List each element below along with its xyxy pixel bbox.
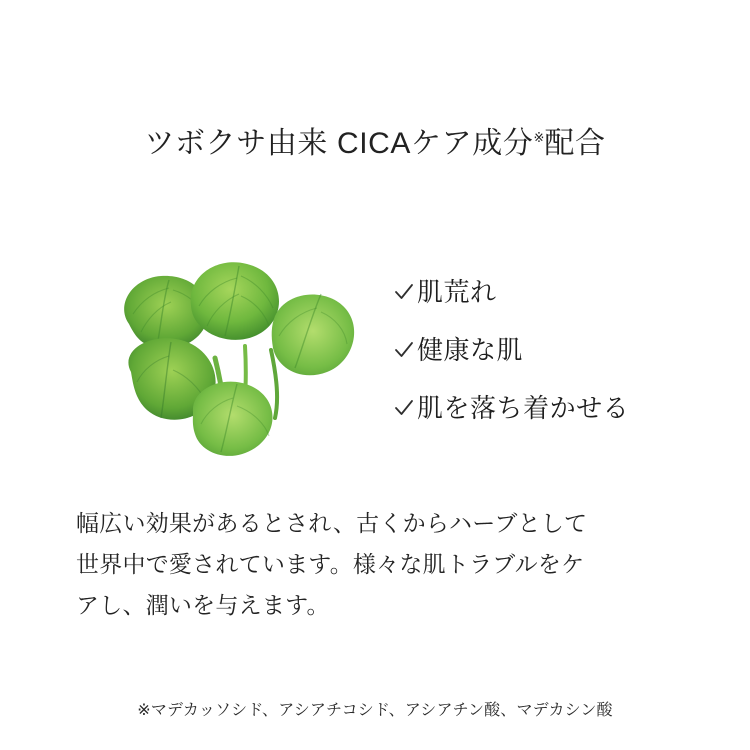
description-line: アし、潤いを与えます。 bbox=[76, 591, 330, 618]
page-title-main: ツボクサ由来 CICAケア成分 bbox=[144, 127, 534, 160]
page-title-superscript: ※ bbox=[533, 130, 545, 145]
page-title bbox=[0, 118, 750, 162]
benefit-label: 健康な肌 bbox=[417, 335, 524, 365]
check-icon bbox=[393, 397, 417, 419]
list-item bbox=[393, 388, 713, 425]
benefit-label: 肌荒れ bbox=[417, 277, 497, 307]
list-item bbox=[393, 272, 713, 309]
footnote-text: ※マデカッソシド、アシアチコシド、アシアチン酸、マデカシン酸 bbox=[137, 702, 613, 719]
description-line: 幅広い効果があるとされ、古くからハーブとして bbox=[76, 510, 588, 536]
feature-section bbox=[0, 250, 750, 480]
description-text bbox=[76, 503, 680, 626]
benefit-list bbox=[393, 272, 713, 425]
list-item bbox=[393, 330, 713, 367]
benefit-label: 肌を落ち着かせる bbox=[417, 393, 630, 423]
page-title-tail: 配合 bbox=[544, 127, 606, 160]
check-icon bbox=[393, 281, 417, 303]
check-icon bbox=[393, 339, 417, 361]
description-line: 世界中で愛されています。様々な肌トラブルをケ bbox=[76, 550, 585, 577]
centella-asiatica-leaves-image bbox=[95, 250, 375, 480]
